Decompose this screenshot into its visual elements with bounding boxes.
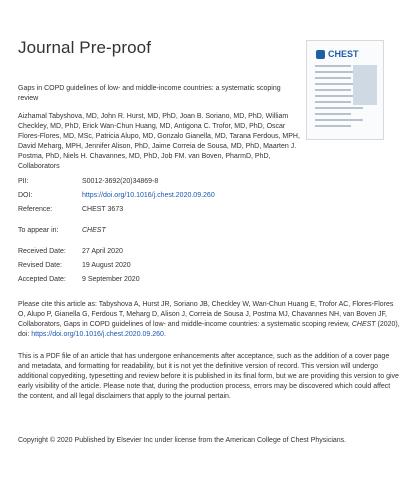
- journal-cover-thumbnail: [306, 40, 384, 140]
- doi-link[interactable]: https://doi.org/10.1016/j.chest.2020.09.260: [82, 192, 215, 199]
- accepted-date-label: Accepted Date:: [18, 276, 66, 283]
- citation-suffix: .: [163, 331, 166, 338]
- received-date-label: Received Date:: [18, 248, 66, 255]
- pii-value: S0012-3692(20)34869-8: [82, 178, 159, 185]
- pre-proof-notice: This is a PDF file of an article that has undergone enhancements after acceptance, such as the addition of a cover page and metadata, and formatting for readability, but it is not yet the definitive version of record. This version will undergo additional copyediting, typesetting and review before it is published in its final form, but we are providing this version to give early visibility of the article. Please note that, during the production process, errors may be discovered which could affect the content, and all legal disclaimers that apply to the journal pertain.: [18, 353, 399, 400]
- citation-journal: CHEST: [351, 321, 376, 328]
- author-list: Aizhamal Tabyshova, MD, John R. Hurst, MD, PhD, Joan B. Soriano, MD, PhD, William Checkley, MD, PhD, Erick Wan-Chun Huang, MD, Antigona C. Trofor, MD, PhD, Oscar Flores-Flores, MD, MSc, Patricia Alupo, MD, Gonzalo Gianella, MD, Tarana Ferdous, MPH, David Meharg, MPH, Jennifer Alison, PhD, Jaime Correia de Sousa, MD, PhD, Maarten J. Postma, PhD, Niels H. Chavannes, MD, PhD, Job FM. van Boven, PharmD, PhD, Collaborators: [18, 113, 300, 170]
- received-date-value: 27 April 2020: [82, 248, 123, 255]
- chest-logo: [316, 49, 359, 59]
- citation-middle: (2020), doi:: [18, 321, 400, 338]
- to-appear-journal: CHEST: [82, 227, 106, 234]
- chest-logo-text: CHEST: [328, 49, 359, 59]
- revised-date-value: 19 August 2020: [82, 262, 131, 269]
- copyright-notice: Copyright © 2020 Published by Elsevier Inc under license from the American College of Chest Physicians.: [18, 437, 347, 444]
- doi-label: DOI:: [18, 192, 33, 199]
- citation-prefix: Please cite this article as: Tabyshova A, Hurst JR, Soriano JB, Checkley W, Wan-Chun Huang E, Trofor AC, Flores-Flores O, Alupo P, Gianella G, Ferdous T, Meharg D, Alison J, Correia de Sousa J, Postma MJ, Chavannes NH, van Boven JF, Collaborators, Gaps in COPD guidelines of low- and middle-income countries: a systematic scoping review,: [18, 301, 394, 328]
- to-appear-label: To appear in:: [18, 227, 59, 234]
- accepted-date-value: 9 September 2020: [82, 276, 140, 283]
- chest-logo-mark-icon: [316, 50, 325, 59]
- revised-date-label: Revised Date:: [18, 262, 62, 269]
- reference-value: CHEST 3673: [82, 206, 124, 213]
- reference-label: Reference:: [18, 206, 53, 213]
- pii-label: PII:: [18, 178, 29, 185]
- citation-doi-link[interactable]: https://doi.org/10.1016/j.chest.2020.09.260: [31, 331, 164, 338]
- journal-pre-proof-heading: Journal Pre-proof: [18, 38, 152, 57]
- cover-image-block: [353, 65, 377, 105]
- article-title: Gaps in COPD guidelines of low- and middle-income countries: a systematic scoping review: [18, 85, 281, 102]
- citation-paragraph: [18, 300, 400, 340]
